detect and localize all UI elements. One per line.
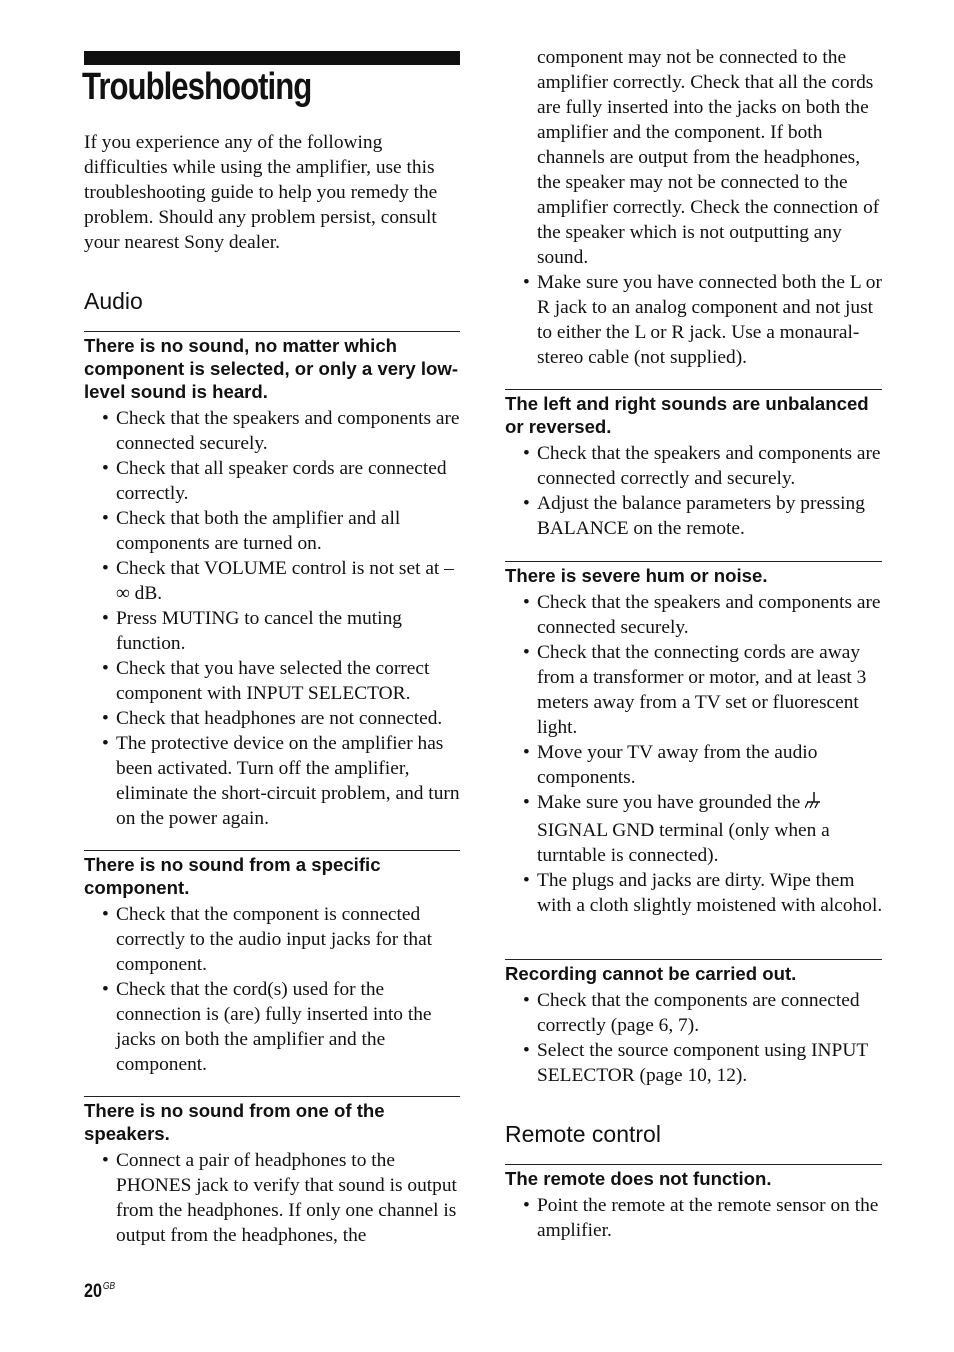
list-item: • Check that the component is connected correctly to the audio input jacks for that component. <box>102 904 433 975</box>
subsection-heading-specific-component: There is no sound from a specific component. <box>84 854 381 898</box>
list-item: • Select the source component using INPUT SELECTOR (page 10, 12). <box>523 1040 868 1086</box>
divider <box>505 959 882 960</box>
list-item: • Adjust the balance parameters by pressing BALANCE on the remote. <box>523 493 865 539</box>
ground-terminal-icon <box>805 791 821 818</box>
subsection-heading-recording: Recording cannot be carried out. <box>505 963 797 984</box>
list-item: • Check that the speakers and components are connected securely. <box>523 592 881 638</box>
subsection-heading-one-speaker: There is no sound from one of the speakers. <box>84 1100 385 1144</box>
list-item: • Press MUTING to cancel the muting function. <box>102 608 402 654</box>
bullet-list-no-sound <box>84 406 462 831</box>
list-item: • Connect a pair of headphones to the PHONES jack to verify that sound is output from the headphones. If only one channel is output from the headphones, the <box>102 1150 457 1246</box>
page-title: Troubleshooting <box>82 66 312 108</box>
list-item: • Check that the speakers and components are connected correctly and securely. <box>523 443 881 489</box>
divider <box>505 1164 882 1165</box>
list-item: • Make sure you have connected both the L or R jack to an analog component and not just to either the L or R jack. Use a monaural-stereo cable (not supplied). <box>523 272 882 368</box>
divider <box>84 1096 460 1097</box>
bullet-list-one-speaker-continued <box>505 270 885 370</box>
list-item: • Check that you have selected the correct component with INPUT SELECTOR. <box>102 658 430 704</box>
divider <box>84 850 460 851</box>
list-item: • Make sure you have grounded the SIGNAL GND terminal (only when a turntable is connected). <box>523 792 830 866</box>
subsection-heading-unbalanced: The left and right sounds are unbalanced or reversed. <box>505 393 869 437</box>
list-item: • Check that both the amplifier and all components are turned on. <box>102 508 401 554</box>
list-item: • Move your TV away from the audio components. <box>523 742 818 788</box>
list-item: • Check that the components are connected correctly (page 6, 7). <box>523 990 860 1036</box>
title-bar <box>84 51 460 65</box>
subsection-heading-remote-no-function: The remote does not function. <box>505 1168 772 1189</box>
list-item: • Point the remote at the remote sensor on the amplifier. <box>523 1195 879 1241</box>
subsection-heading-no-sound: There is no sound, no matter which component is selected, or only a very low-level sound is heard. <box>84 335 459 402</box>
intro-paragraph: If you experience any of the following difficulties while using the amplifier, use this troubleshooting guide to help you remedy the problem. Should any problem persist, consult your nearest Sony dealer. <box>84 132 438 253</box>
subsection-heading-hum: There is severe hum or noise. <box>505 565 768 586</box>
list-item: • Check that the speakers and components are connected securely. <box>102 408 460 454</box>
list-item: • Check that the connecting cords are away from a transformer or motor, and at least 3 meters away from a TV set or fluorescent light. <box>523 642 867 738</box>
bullet-list-specific-component <box>84 902 462 1077</box>
list-item: • Check that VOLUME control is not set at –∞ dB. <box>102 558 454 604</box>
bullet-list-unbalanced <box>505 441 885 541</box>
list-item: • The plugs and jacks are dirty. Wipe them with a cloth slightly moistened with alcohol. <box>523 870 883 916</box>
list-item: • Check that the cord(s) used for the connection is (are) fully inserted into the jacks on both the amplifier and the component. <box>102 979 432 1075</box>
list-item: • Check that all speaker cords are connected correctly. <box>102 458 447 504</box>
bullet-list-remote <box>505 1193 885 1243</box>
bullet-list-hum <box>505 590 885 918</box>
divider <box>84 331 460 332</box>
divider <box>505 561 882 562</box>
section-heading-audio: Audio <box>84 288 143 314</box>
list-item: • Check that headphones are not connected. <box>102 708 443 729</box>
section-heading-remote-control: Remote control <box>505 1121 661 1147</box>
bullet-list-one-speaker <box>84 1148 462 1248</box>
bullet-list-recording <box>505 988 885 1088</box>
list-item: • The protective device on the amplifier has been activated. Turn off the amplifier, eliminate the short-circuit problem, and turn on the power again. <box>102 733 460 829</box>
continuation-paragraph: component may not be connected to the amplifier correctly. Check that all the cords are fully inserted into the jacks on both the amplifier and the component. If both channels are output from the headphones, the speaker may not be connected to the amplifier correctly. Check the connection of the speaker which is not outputting any sound. <box>537 47 880 268</box>
page-number: $20^{GB}$ <box>84 1281 116 1302</box>
divider <box>505 389 882 390</box>
